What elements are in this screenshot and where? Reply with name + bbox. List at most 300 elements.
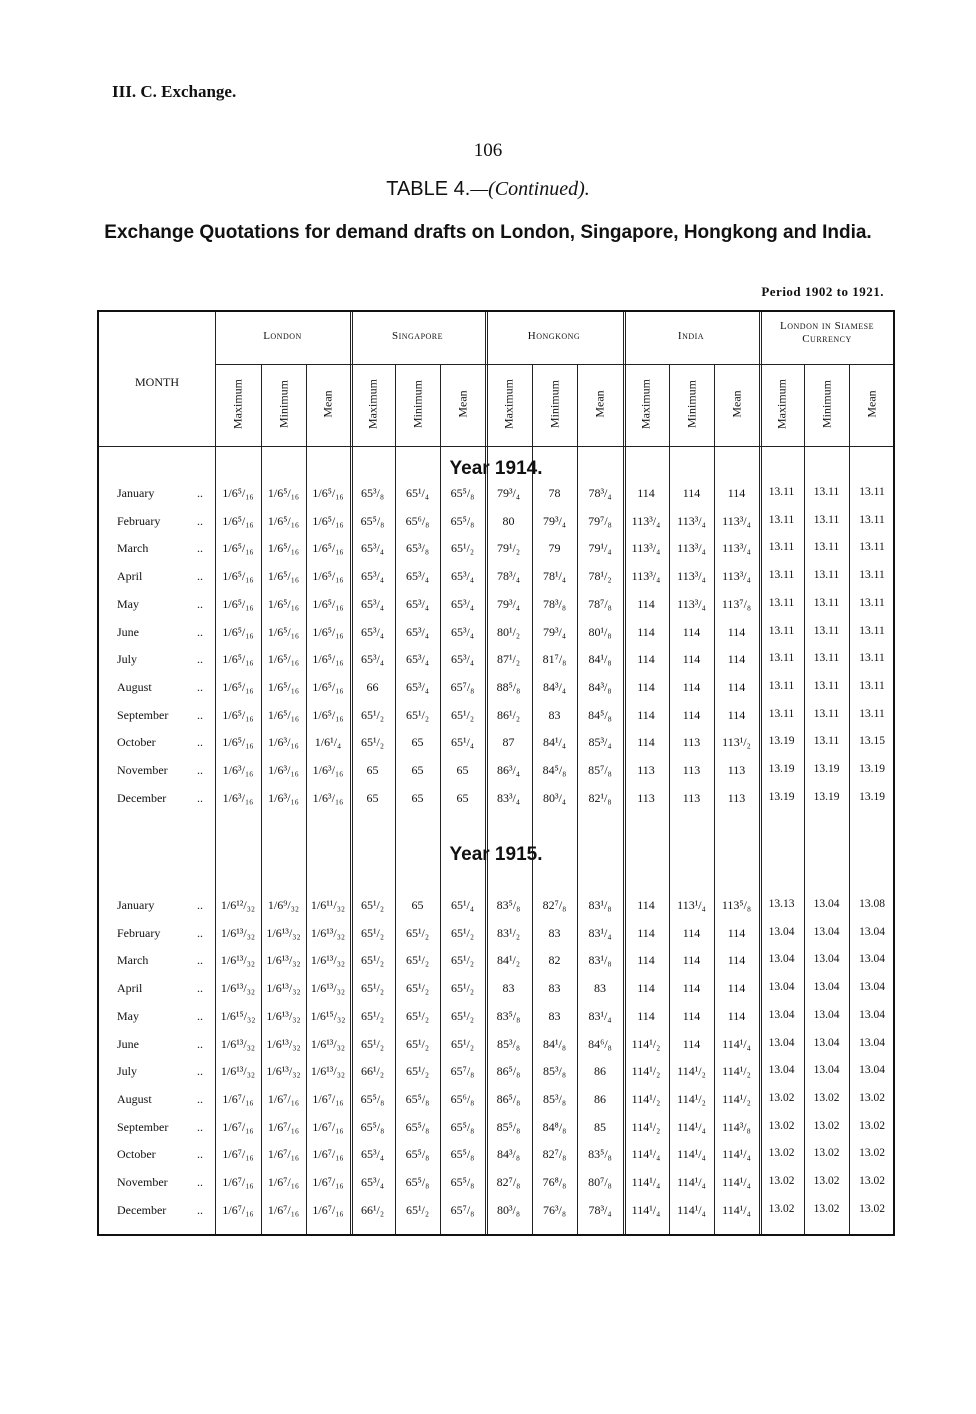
value-cell: 114 [727, 953, 746, 968]
value-cell: 13.11 [859, 679, 885, 692]
value-cell: 13.11 [859, 541, 885, 554]
value-cell: 13.02 [768, 1175, 795, 1187]
value-cell: 1/6⁵/₁₆ [222, 596, 254, 611]
value-cell: 1/6³/₁₆ [222, 790, 254, 805]
table-row [99, 1203, 893, 1223]
leader-dots: .. [197, 1119, 203, 1134]
value-cell: 65¹/₂ [450, 1036, 475, 1051]
value-cell: 113 [637, 763, 655, 777]
subheader-cell [395, 364, 440, 444]
month-cell: December [117, 1202, 167, 1217]
value-cell: 65⁷/₈ [450, 679, 475, 694]
value-cell: 65³/₄ [360, 1175, 385, 1189]
table-row [99, 898, 893, 918]
value-cell: 86 [594, 1091, 606, 1106]
header-divider [99, 446, 893, 447]
value-cell: 1/6⁵/₁₆ [312, 707, 344, 722]
month-cell: April [117, 981, 143, 996]
value-cell: 13.02 [859, 1091, 885, 1104]
table-row [99, 486, 893, 506]
value-cell: 1/6⁵/₁₆ [267, 596, 300, 611]
value-cell: 65 [411, 898, 424, 912]
month-cell: September [117, 707, 169, 722]
value-cell: 84³/₄ [542, 679, 567, 694]
subheader-minimum: Minimum [684, 379, 698, 429]
value-cell: 113 [682, 763, 701, 777]
value-cell: 13.02 [768, 1119, 795, 1132]
value-cell: 13.19 [768, 735, 795, 748]
value-cell: 114¹/₂ [631, 1064, 661, 1079]
subheader-cell [485, 364, 532, 444]
subheader-maximum: Maximum [365, 379, 379, 429]
value-cell: 1/6¹³/₃₂ [266, 1036, 301, 1051]
value-cell: 13.04 [813, 1036, 840, 1049]
value-cell: 65³/₄ [360, 624, 385, 639]
value-cell: 113¹/₂ [722, 735, 751, 750]
value-cell: 1/6⁷/₁₆ [222, 1091, 254, 1106]
value-cell: 66¹/₂ [360, 1202, 385, 1217]
leader-dots: .. [197, 953, 203, 968]
month-cell: February [117, 925, 161, 940]
value-cell: 13.11 [859, 707, 885, 720]
value-cell: 83 [502, 981, 515, 996]
leader-dots: .. [197, 1202, 203, 1217]
value-cell: 13.02 [859, 1119, 885, 1132]
subheader-cell [849, 364, 895, 444]
value-cell: 65³/₄ [405, 569, 430, 584]
table-row [99, 735, 893, 755]
year-heading: Year 1914. [449, 458, 543, 479]
subheader-mean: Mean [729, 390, 743, 418]
value-cell: 13.11 [813, 596, 840, 609]
value-cell: 1/6⁵/₁₆ [312, 596, 344, 611]
value-cell: 85³/₈ [496, 1036, 521, 1051]
table-row [99, 1009, 893, 1029]
group-header-singapore: Singapore [391, 330, 444, 342]
value-cell: 13.11 [768, 679, 795, 692]
subheader-maximum: Maximum [638, 379, 653, 429]
value-cell: 114 [682, 486, 701, 500]
value-cell: 1/6¹³/₃₂ [220, 1036, 256, 1051]
subheader-maximum: Maximum [774, 379, 788, 429]
value-cell: 13.11 [813, 486, 840, 498]
value-cell: 1/6⁷/₁₆ [222, 1147, 254, 1162]
value-cell: 13.11 [859, 652, 885, 665]
value-cell: 1/6⁵/₁₆ [267, 569, 300, 584]
value-cell: 65 [411, 790, 424, 805]
value-cell: 1/6¹³/₃₂ [310, 953, 346, 968]
value-cell: 13.19 [768, 763, 795, 775]
value-cell: 84⁸/₈ [542, 1119, 567, 1134]
value-cell: 83³/₄ [496, 790, 521, 805]
value-cell: 114 [682, 1036, 701, 1051]
value-cell: 85⁷/₈ [588, 763, 612, 777]
month-cell: July [117, 652, 138, 667]
value-cell: 65¹/₂ [360, 898, 385, 912]
value-cell: 65⁶/₈ [405, 513, 430, 528]
value-cell: 84³/₈ [496, 1147, 521, 1162]
value-cell: 85³/₈ [542, 1091, 567, 1106]
value-cell: 13.11 [813, 707, 840, 720]
value-cell: 65⁶/₈ [450, 1091, 475, 1106]
value-cell: 80³/₈ [496, 1202, 521, 1217]
value-cell: 13.19 [813, 790, 840, 803]
month-cell: May [117, 1008, 139, 1023]
table-title [0, 178, 976, 201]
value-cell: 84⁶/₈ [588, 1036, 612, 1051]
table-row [99, 652, 893, 672]
table-row [99, 1147, 893, 1167]
value-cell: 83⁵/₈ [496, 898, 521, 912]
value-cell: 13.04 [768, 981, 795, 994]
value-cell: 114 [682, 981, 701, 996]
value-cell: 85³/₄ [588, 735, 612, 750]
subheader-mean: Mean [455, 390, 469, 418]
value-cell: 65⁵/₈ [450, 513, 475, 528]
value-cell: 1/6¹³/₃₂ [220, 981, 256, 996]
value-cell: 13.11 [768, 541, 795, 554]
month-cell: September [117, 1119, 169, 1134]
subheader-cell [623, 364, 669, 444]
value-cell: 114¹/₂ [677, 1091, 706, 1106]
value-cell: 13.04 [813, 981, 840, 994]
value-cell: 65¹/₂ [450, 541, 475, 556]
value-cell: 65 [366, 790, 379, 805]
value-cell: 65¹/₂ [405, 1064, 430, 1079]
value-cell: 114¹/₄ [677, 1119, 706, 1134]
value-cell: 78³/₄ [588, 1202, 612, 1217]
month-cell: June [117, 624, 139, 639]
subheader-cell [350, 364, 395, 444]
value-cell: 13.04 [813, 925, 840, 938]
value-cell: 1/6⁵/₁₆ [222, 569, 254, 584]
value-cell: 1/6⁵/₁₆ [222, 513, 254, 528]
value-cell: 114 [637, 735, 655, 750]
value-cell: 13.02 [813, 1091, 840, 1104]
subheader-cell [306, 364, 350, 444]
value-cell: 1/6¹³/₃₂ [310, 1064, 346, 1079]
value-cell: 113³/₄ [631, 513, 661, 528]
value-cell: 78¹/₄ [542, 569, 567, 584]
subheader-cell [532, 364, 577, 444]
value-cell: 87 [502, 735, 515, 750]
value-cell: 114 [637, 953, 655, 968]
value-cell: 13.11 [768, 624, 795, 637]
leader-dots: .. [197, 735, 203, 750]
value-cell: 1/6³/₁₆ [312, 763, 344, 777]
value-cell: 65³/₄ [405, 652, 430, 667]
value-cell: 87¹/₂ [496, 652, 521, 667]
leader-dots: .. [197, 624, 203, 639]
value-cell: 80 [502, 513, 515, 528]
value-cell: 65¹/₂ [360, 1008, 385, 1023]
leader-dots: .. [197, 1147, 203, 1162]
value-cell: 114 [727, 486, 746, 500]
value-cell: 113³/₄ [722, 569, 751, 584]
leader-dots: .. [197, 1036, 203, 1051]
value-cell: 113 [682, 735, 701, 750]
value-cell: 114¹/₄ [722, 1202, 751, 1217]
value-cell: 1/6⁷/₁₆ [222, 1119, 254, 1134]
value-cell: 114 [727, 679, 746, 694]
table-row [99, 514, 893, 534]
value-cell: 82¹/₈ [588, 790, 612, 805]
value-cell: 13.04 [813, 898, 840, 910]
subheader-mean: Mean [592, 390, 607, 418]
value-cell: 1/6³/₁₆ [222, 763, 254, 777]
page-number: 106 [473, 140, 503, 161]
value-cell: 86³/₄ [496, 763, 521, 777]
value-cell: 65¹/₂ [405, 707, 430, 722]
value-cell: 13.04 [768, 925, 795, 938]
table-row [99, 926, 893, 946]
value-cell: 13.11 [859, 624, 885, 637]
value-cell: 65⁵/₈ [405, 1147, 430, 1162]
value-cell: 114 [682, 925, 701, 940]
value-cell: 113³/₄ [677, 569, 706, 584]
value-cell: 84¹/₄ [542, 735, 567, 750]
value-cell: 82⁷/₈ [542, 1147, 567, 1162]
leader-dots: .. [197, 513, 203, 528]
month-cell: November [117, 763, 168, 777]
value-cell: 114 [637, 898, 655, 912]
subheader-cell [577, 364, 623, 444]
value-cell: 114 [637, 624, 655, 639]
value-cell: 1/6⁵/₁₆ [222, 486, 254, 500]
value-cell: 13.04 [859, 925, 885, 938]
value-cell: 1/6⁵/₁₆ [267, 707, 300, 722]
value-cell: 114 [682, 679, 701, 694]
value-cell: 13.19 [813, 763, 840, 775]
value-cell: 65¹/₄ [450, 898, 475, 912]
value-cell: 65¹/₂ [405, 925, 430, 940]
value-cell: 83¹/₈ [588, 953, 612, 968]
value-cell: 114¹/₂ [631, 1119, 661, 1134]
value-cell: 1/6⁵/₁₆ [222, 624, 254, 639]
value-cell: 114 [727, 925, 746, 940]
subheader-cell [804, 364, 849, 444]
month-cell: February [117, 513, 161, 528]
table-row [99, 981, 893, 1001]
table-row [99, 680, 893, 700]
table-row [99, 541, 893, 561]
value-cell: 1/6⁵/₁₆ [267, 652, 300, 667]
month-cell: January [117, 486, 155, 500]
value-cell: 1/6¹³/₃₂ [266, 1064, 301, 1079]
value-cell: 114 [682, 1008, 701, 1023]
value-cell: 65³/₄ [360, 652, 385, 667]
value-cell: 1/6¹³/₃₂ [220, 1064, 256, 1079]
value-cell: 82⁷/₈ [496, 1175, 521, 1189]
value-cell: 65¹/₂ [360, 735, 385, 750]
value-cell: 65¹/₂ [450, 981, 475, 996]
value-cell: 78 [548, 486, 561, 500]
value-cell: 13.11 [768, 596, 795, 609]
value-cell: 65 [456, 790, 469, 805]
leader-dots: .. [197, 790, 203, 805]
value-cell: 13.19 [768, 790, 795, 803]
value-cell: 1/6¹²/₃₂ [220, 898, 256, 912]
value-cell: 114¹/₄ [631, 1202, 661, 1217]
value-cell: 65⁵/₈ [450, 1147, 475, 1162]
value-cell: 113¹/₄ [677, 898, 706, 912]
value-cell: 1/6⁵/₁₆ [312, 513, 344, 528]
value-cell: 80³/₄ [542, 790, 567, 805]
value-cell: 114¹/₄ [722, 1175, 751, 1189]
month-cell: October [117, 1147, 156, 1162]
value-cell: 79³/₄ [542, 513, 567, 528]
value-cell: 83¹/₂ [496, 925, 521, 940]
value-cell: 65³/₄ [450, 596, 475, 611]
value-cell: 1/6⁵/₁₆ [312, 679, 344, 694]
value-cell: 13.04 [859, 1064, 885, 1077]
value-cell: 1/6⁷/₁₆ [312, 1202, 344, 1217]
value-cell: 83⁵/₈ [588, 1147, 612, 1162]
value-cell: 13.04 [813, 1064, 840, 1077]
table-row [99, 791, 893, 811]
value-cell: 65¹/₂ [405, 953, 430, 968]
value-cell: 114¹/₄ [677, 1202, 706, 1217]
value-cell: 13.02 [768, 1202, 795, 1215]
value-cell: 1/6⁷/₁₆ [222, 1175, 254, 1189]
value-cell: 82⁷/₈ [542, 898, 567, 912]
value-cell: 13.02 [768, 1147, 795, 1160]
value-cell: 1/6⁹/₃₂ [267, 898, 300, 912]
value-cell: 1/6⁷/₁₆ [267, 1147, 300, 1162]
value-cell: 13.02 [859, 1147, 885, 1160]
value-cell: 1/6⁷/₁₆ [312, 1119, 344, 1134]
value-cell: 65⁷/₈ [450, 1064, 475, 1079]
value-cell: 83 [548, 1008, 561, 1023]
table-row [99, 708, 893, 728]
month-cell: June [117, 1036, 139, 1051]
value-cell: 65⁵/₈ [450, 486, 475, 500]
value-cell: 65⁵/₈ [360, 1091, 385, 1106]
table-row [99, 1064, 893, 1084]
value-cell: 76⁸/₈ [542, 1175, 567, 1189]
group-header-hongkong: Hongkong [527, 330, 581, 342]
value-cell: 80⁷/₈ [588, 1175, 612, 1189]
value-cell: 113³/₄ [722, 541, 751, 556]
leader-dots: .. [197, 486, 203, 500]
value-cell: 65³/₄ [360, 596, 385, 611]
value-cell: 65³/₄ [450, 652, 475, 667]
value-cell: 113 [637, 790, 655, 805]
value-cell: 13.19 [859, 763, 885, 775]
subheader-mean: Mean [864, 390, 879, 418]
value-cell: 1/6¹³/₃₂ [266, 981, 301, 996]
value-cell: 66 [366, 679, 379, 694]
value-cell: 1/6⁷/₁₆ [267, 1119, 300, 1134]
value-cell: 113³/₄ [677, 596, 706, 611]
value-cell: 65¹/₂ [450, 953, 475, 968]
subheader-minimum: Minimum [410, 379, 424, 429]
value-cell: 114¹/₄ [631, 1147, 661, 1162]
value-cell: 78³/₈ [542, 596, 567, 611]
value-cell: 13.11 [813, 513, 840, 526]
table-row [99, 1037, 893, 1057]
value-cell: 1/6⁵/₁₆ [267, 679, 300, 694]
month-cell: May [117, 596, 139, 611]
value-cell: 13.02 [813, 1147, 840, 1160]
value-cell: 114³/₈ [722, 1119, 751, 1134]
value-cell: 114¹/₂ [631, 1091, 661, 1106]
value-cell: 65³/₄ [360, 569, 385, 584]
value-cell: 13.02 [859, 1202, 885, 1215]
month-cell: December [117, 790, 167, 805]
month-cell: March [117, 953, 149, 968]
value-cell: 83 [548, 981, 561, 996]
value-cell: 65¹/₂ [360, 953, 385, 968]
value-cell: 1/6⁷/₁₆ [267, 1091, 300, 1106]
month-cell: January [117, 898, 155, 912]
subheader-cell [261, 364, 306, 444]
value-cell: 13.04 [768, 1008, 795, 1021]
value-cell: 13.11 [813, 735, 840, 748]
value-cell: 86⁵/₈ [496, 1064, 521, 1079]
value-cell: 1/6⁵/₁₆ [312, 624, 344, 639]
subheader-cell [759, 364, 804, 444]
value-cell: 84³/₈ [588, 679, 612, 694]
month-cell: July [117, 1064, 138, 1079]
value-cell: 1/6¹/₄ [314, 735, 342, 750]
value-cell: 1/6¹³/₃₂ [310, 981, 346, 996]
value-cell: 13.11 [768, 486, 795, 498]
value-cell: 114 [637, 707, 655, 722]
value-cell: 1/6⁵/₁₆ [267, 541, 300, 556]
value-cell: 114 [637, 1008, 655, 1023]
value-cell: 13.11 [813, 569, 840, 582]
value-cell: 13.02 [813, 1202, 840, 1215]
value-cell: 1/6¹⁵/₃₂ [220, 1008, 256, 1023]
leader-dots: .. [197, 596, 203, 611]
value-cell: 86¹/₂ [496, 707, 521, 722]
group-header-london: London [263, 330, 302, 342]
value-cell: 1/6³/₁₆ [268, 790, 299, 805]
value-cell: 1/6⁵/₁₆ [312, 569, 344, 584]
value-cell: 1/6⁵/₁₆ [222, 735, 254, 750]
value-cell: 1/6⁷/₁₆ [312, 1091, 344, 1106]
value-cell: 83 [548, 925, 561, 940]
leader-dots: .. [197, 707, 203, 722]
value-cell: 13.04 [859, 1008, 885, 1021]
value-cell: 65³/₈ [360, 486, 385, 500]
table-subtitle: Exchange Quotations for demand drafts on London, Singapore, Hongkong and India. [104, 222, 872, 243]
value-cell: 1/6⁵/₁₆ [312, 486, 344, 500]
value-cell: 113⁵/₈ [721, 898, 752, 912]
subheader-cell [215, 364, 261, 444]
value-cell: 81⁷/₈ [542, 652, 567, 667]
value-cell: 114¹/₄ [631, 1175, 661, 1189]
leader-dots: .. [197, 679, 203, 694]
value-cell: 13.11 [768, 513, 795, 526]
value-cell: 65⁷/₈ [450, 1202, 475, 1217]
value-cell: 114¹/₂ [722, 1091, 751, 1106]
value-cell: 1/6⁵/₁₆ [222, 707, 254, 722]
value-cell: 65⁵/₈ [450, 1175, 475, 1189]
value-cell: 13.11 [859, 513, 885, 526]
value-cell: 86⁵/₈ [496, 1091, 521, 1106]
value-cell: 13.04 [859, 981, 885, 994]
value-cell: 113 [682, 790, 701, 805]
value-cell: 1/6¹³/₃₂ [310, 925, 346, 940]
value-cell: 13.11 [813, 624, 840, 637]
value-cell: 114 [727, 707, 746, 722]
month-cell: October [117, 735, 156, 750]
value-cell: 65³/₄ [360, 1147, 385, 1162]
value-cell: 79¹/₄ [588, 541, 612, 556]
value-cell: 1/6⁷/₁₆ [267, 1175, 300, 1189]
